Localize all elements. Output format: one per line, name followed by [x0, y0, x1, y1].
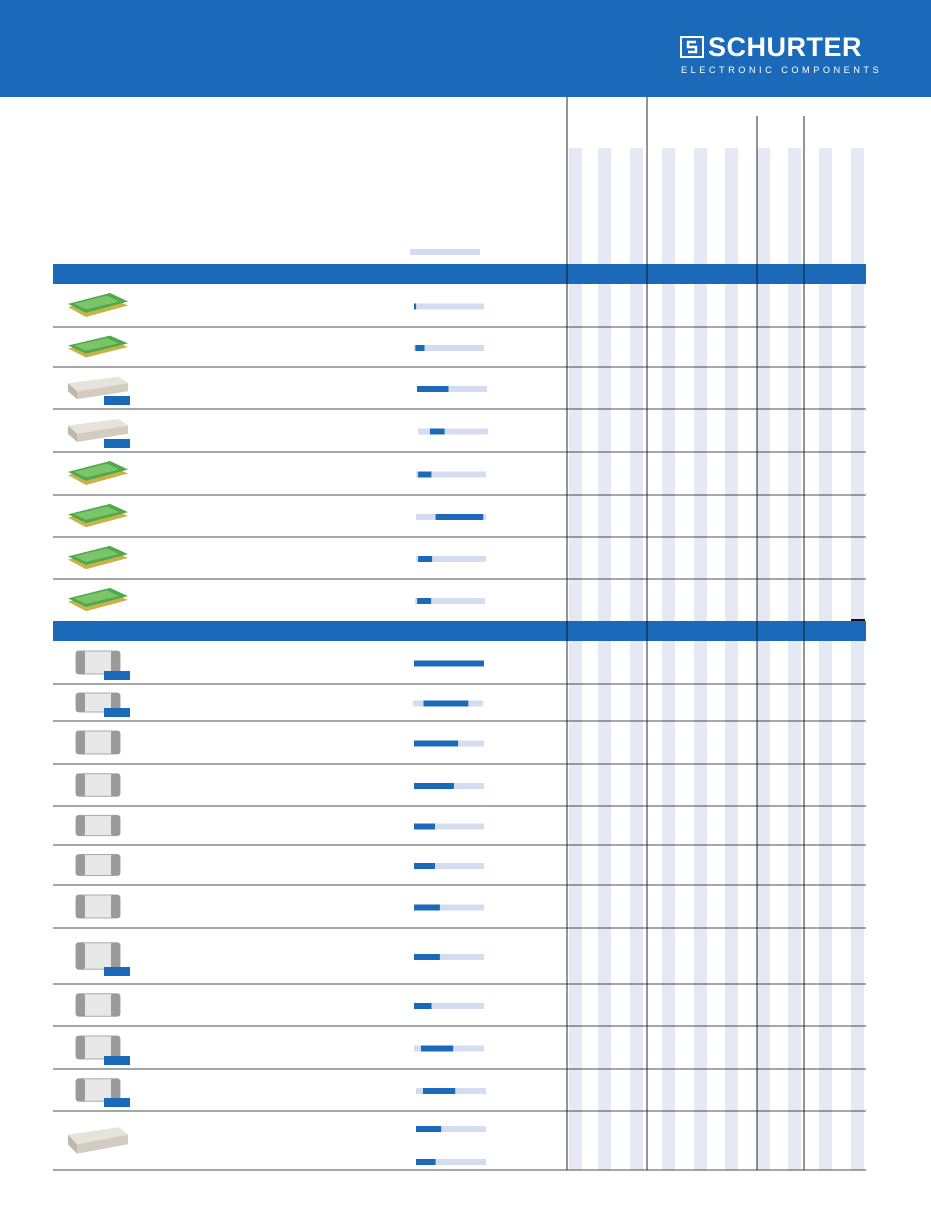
- column-stripe: [788, 148, 801, 1170]
- green-chip-fuse-thumbnail: [68, 293, 128, 317]
- green-chip-fuse-thumbnail: [68, 546, 128, 569]
- ceramic-cube-fuse-thumbnail: [76, 731, 120, 754]
- product-badge: [104, 967, 130, 976]
- ceramic-cube-fuse-thumbnail: [76, 651, 130, 680]
- section-band: [53, 621, 866, 641]
- section-end-mark: [851, 619, 865, 621]
- column-stripe: [725, 148, 738, 1170]
- brand-tagline: ELECTRONIC COMPONENTS: [681, 65, 883, 75]
- range-bar-fill: [421, 1046, 453, 1052]
- range-bar-track: [414, 304, 484, 310]
- green-chip-fuse-thumbnail: [68, 461, 128, 485]
- product-badge: [104, 671, 130, 680]
- ceramic-chip-fuse-thumbnail: [68, 377, 130, 405]
- range-bar-fill: [414, 661, 484, 667]
- range-bar-fill: [414, 863, 435, 869]
- green-chip-fuse-thumbnail: [68, 336, 128, 358]
- ceramic-cube-fuse-thumbnail: [76, 994, 120, 1016]
- range-bar-fill: [436, 514, 484, 520]
- column-stripe: [630, 148, 643, 1170]
- range-bar-fill: [417, 386, 449, 392]
- range-bar-fill: [423, 1088, 455, 1094]
- range-bar-track: [418, 429, 488, 435]
- column-stripe: [694, 148, 707, 1170]
- range-bar-fill: [415, 345, 424, 351]
- range-bar-fill: [418, 472, 431, 478]
- product-badge: [104, 439, 130, 448]
- product-badge: [104, 708, 130, 717]
- product-badge: [104, 1098, 130, 1107]
- green-chip-fuse-thumbnail: [68, 588, 128, 611]
- range-bar-fill: [416, 1126, 441, 1132]
- range-bar-fill: [414, 905, 440, 911]
- ceramic-cube-fuse-thumbnail: [76, 895, 120, 918]
- range-bar-fill: [414, 304, 416, 310]
- range-bar-fill: [414, 1003, 432, 1009]
- ceramic-cube-fuse-thumbnail: [76, 943, 130, 976]
- ceramic-cube-fuse-thumbnail: [76, 815, 120, 835]
- range-bar-fill: [414, 741, 458, 747]
- range-bar-fill: [416, 1159, 436, 1165]
- range-bar-fill: [414, 954, 440, 960]
- ceramic-cube-fuse-thumbnail: [76, 855, 120, 876]
- ceramic-cube-fuse-thumbnail: [76, 1079, 130, 1107]
- green-chip-fuse-thumbnail: [68, 504, 128, 527]
- column-stripe: [851, 148, 864, 1170]
- range-bar-fill: [424, 701, 469, 707]
- brand-name: SCHURTER: [708, 32, 863, 62]
- ceramic-cube-fuse-thumbnail: [76, 693, 130, 717]
- column-stripe: [662, 148, 675, 1170]
- ceramic-cube-fuse-thumbnail: [76, 774, 120, 796]
- product-badge: [104, 1056, 130, 1065]
- ceramic-chip-fuse-thumbnail: [68, 419, 130, 448]
- column-stripe: [819, 148, 832, 1170]
- section-band: [53, 264, 866, 284]
- range-bar-fill: [430, 429, 445, 435]
- column-stripe: [598, 148, 611, 1170]
- header-bar-track: [410, 249, 480, 255]
- column-stripe: [757, 148, 770, 1170]
- product-badge: [104, 396, 130, 405]
- range-bar-fill: [417, 598, 431, 604]
- range-bar-fill: [414, 824, 435, 830]
- ceramic-chip-fuse-thumbnail: [68, 1127, 128, 1154]
- range-bar-fill: [414, 783, 454, 789]
- ceramic-cube-fuse-thumbnail: [76, 1036, 130, 1065]
- range-bar-fill: [418, 556, 432, 562]
- column-stripe: [569, 148, 582, 1170]
